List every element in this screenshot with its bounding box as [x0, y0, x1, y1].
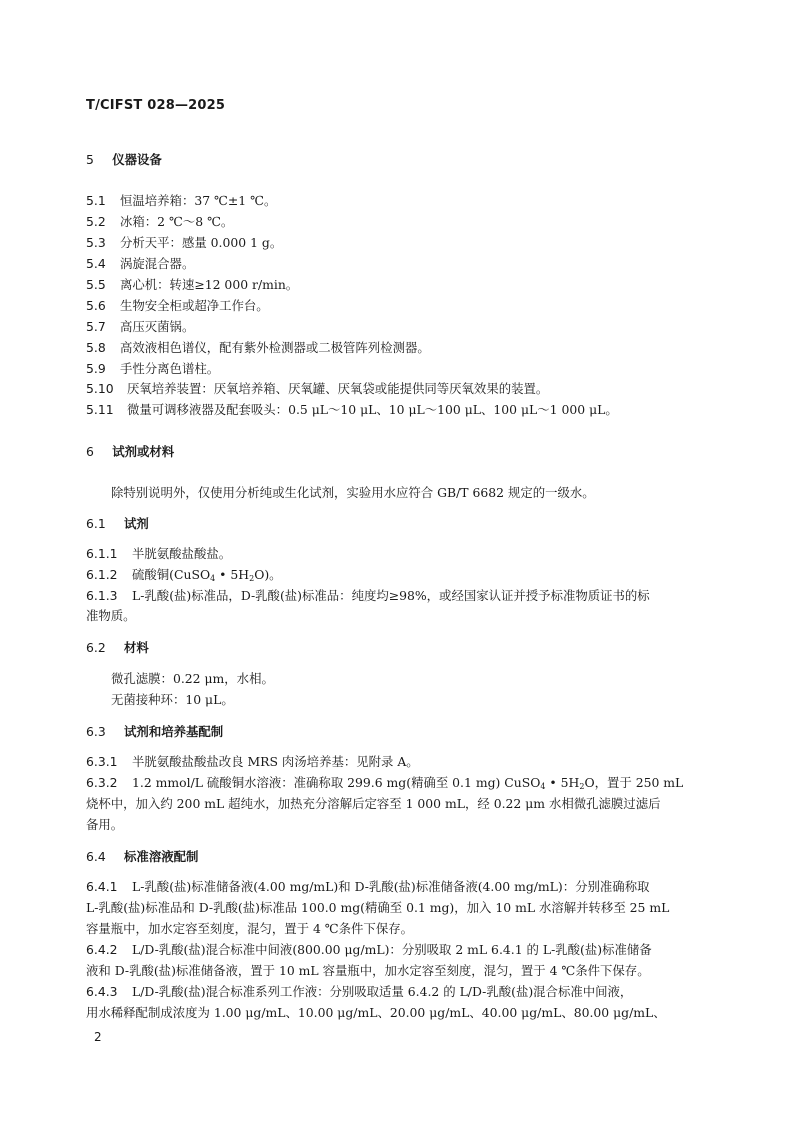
section-title: 试剂 [124, 516, 149, 531]
clause-text: L/D-乳酸(盐)混合标准系列工作液：分别吸取适量 6.4.2 的 L/D-乳酸(盐)混合标准中间液， [132, 984, 633, 999]
clause-6-3-2-cont: 烧杯中，加入约 200 mL 超纯水，加热充分溶解后定容至 1 000 mL，经 0.22 μm 水相微孔滤膜过滤后 [86, 796, 661, 811]
section-number: 6.4 [86, 849, 106, 864]
clause-number: 5.8 [86, 340, 106, 355]
clause-6-1-3 [86, 588, 650, 604]
section-6-intro: 除特别说明外，仅使用分析纯或生化试剂，实验用水应符合 GB/T 6682 规定的一级水。 [111, 485, 595, 500]
section-title: 标准溶液配制 [124, 849, 199, 864]
clause-text: 离心机：转速≥12 000 r/min。 [120, 277, 299, 292]
clause-text: L-乳酸(盐)标准品，D-乳酸(盐)标准品：纯度均≥98%，或经国家认证并授予标准物质证书的标 [132, 588, 650, 603]
clause-text: 冰箱：2 ℃～8 ℃。 [120, 214, 234, 229]
clause-number: 6.4.1 [86, 879, 118, 894]
clause-number: 5.9 [86, 361, 106, 376]
list-item-5-11 [86, 402, 618, 418]
clause-number: 5.6 [86, 298, 106, 313]
clause-text: 微量可调移液器及配套吸头：0.5 μL～10 μL、10 μL～100 μL、100 μL～1 000 μL。 [127, 402, 618, 417]
clause-number: 5.4 [86, 256, 106, 271]
section-6-3-heading [86, 724, 223, 740]
clause-number: 6.1.2 [86, 567, 118, 582]
clause-text: 厌氧培养装置：厌氧培养箱、厌氧罐、厌氧袋或能提供同等厌氧效果的装置。 [127, 381, 549, 396]
clause-text: L-乳酸(盐)标准储备液(4.00 mg/mL)和 D-乳酸(盐)标准储备液(4.00 mg/mL)：分别准确称取 [132, 879, 650, 894]
clause-6-3-2 [86, 775, 683, 791]
clause-text: 手性分离色谱柱。 [120, 361, 220, 376]
clause-6-4-3-cont: 用水稀释配制成浓度为 1.00 μg/mL、10.00 μg/mL、20.00 μg/mL、40.00 μg/mL、80.00 μg/mL、 [86, 1005, 666, 1020]
list-item-5-3 [86, 235, 282, 251]
clause-text: L/D-乳酸(盐)混合标准中间液(800.00 μg/mL)：分别吸取 2 mL 6.4.1 的 L-乳酸(盐)标准储备 [132, 942, 652, 957]
clause-number: 5.5 [86, 277, 106, 292]
material-loop: 无菌接种环：10 μL。 [111, 692, 234, 707]
standard-code-header: T/CIFST 028—2025 [86, 98, 226, 113]
clause-number: 5.2 [86, 214, 106, 229]
material-filter: 微孔滤膜：0.22 μm，水相。 [111, 671, 274, 686]
clause-6-4-1-cont2: 容量瓶中，加水定容至刻度，混匀，置于 4 ℃条件下保存。 [86, 921, 413, 936]
clause-number: 6.4.2 [86, 942, 118, 957]
section-number: 6 [86, 444, 94, 459]
clause-number: 6.1.1 [86, 546, 118, 561]
section-6-4-heading [86, 849, 198, 865]
section-title: 仪器设备 [112, 152, 162, 167]
list-item-5-10 [86, 381, 548, 397]
clause-number: 5.11 [86, 402, 114, 417]
list-item-5-9 [86, 361, 219, 377]
page-number: 2 [94, 1030, 102, 1044]
clause-number: 6.3.1 [86, 754, 118, 769]
section-number: 5 [86, 152, 94, 167]
clause-6-4-1 [86, 879, 649, 895]
clause-number: 5.3 [86, 235, 106, 250]
clause-text: 涡旋混合器。 [120, 256, 195, 271]
clause-text: 硫酸铜(CuSO$_4$ • $5H_2O$)。 [132, 567, 282, 583]
clause-text: 恒温培养箱：37 ℃±1 ℃。 [120, 193, 277, 208]
list-item-5-7 [86, 319, 194, 335]
clause-text: 1.2 mmol/L 硫酸铜水溶液：准确称取 299.6 mg(精确至 0.1 mg) CuSO$_4$ • $5H_2O$，置于 250 mL [132, 775, 684, 791]
clause-6-4-3 [86, 984, 632, 1000]
clause-6-3-1 [86, 754, 419, 770]
clause-number: 6.3.2 [86, 775, 118, 790]
section-number: 6.1 [86, 516, 106, 531]
section-number: 6.3 [86, 724, 106, 739]
clause-number: 5.10 [86, 381, 114, 396]
clause-6-1-1 [86, 546, 231, 562]
section-5-heading [86, 152, 162, 168]
clause-6-1-2 [86, 567, 282, 583]
clause-number: 5.1 [86, 193, 106, 208]
clause-6-1-3-cont: 准物质。 [86, 608, 136, 623]
clause-text: 分析天平：感量 0.000 1 g。 [120, 235, 283, 250]
list-item-5-2 [86, 214, 233, 230]
section-6-1-heading [86, 516, 149, 532]
clause-number: 5.7 [86, 319, 106, 334]
clause-text: 高效液相色谱仪，配有紫外检测器或二极管阵列检测器。 [120, 340, 430, 355]
clause-6-4-2-cont: 液和 D-乳酸(盐)标准储备液，置于 10 mL 容量瓶中，加水定容至刻度，混匀，置于 4 ℃条件下保存。 [86, 963, 650, 978]
list-item-5-1 [86, 193, 276, 209]
clause-text: 半胱氨酸盐酸盐改良 MRS 肉汤培养基：见附录 A。 [132, 754, 419, 769]
clause-text: 生物安全柜或超净工作台。 [120, 298, 269, 313]
clause-text: 高压灭菌锅。 [120, 319, 195, 334]
list-item-5-5 [86, 277, 298, 293]
section-title: 试剂和培养基配制 [124, 724, 224, 739]
section-6-heading [86, 444, 174, 460]
section-number: 6.2 [86, 640, 106, 655]
clause-text: 半胱氨酸盐酸盐。 [132, 546, 232, 561]
section-title: 材料 [124, 640, 149, 655]
list-item-5-6 [86, 298, 269, 314]
clause-number: 6.1.3 [86, 588, 118, 603]
clause-6-4-1-cont: L-乳酸(盐)标准品和 D-乳酸(盐)标准品 100.0 mg(精确至 0.1 mg)，加入 10 mL 水溶解并转移至 25 mL [86, 900, 670, 915]
list-item-5-4 [86, 256, 194, 272]
clause-number: 6.4.3 [86, 984, 118, 999]
clause-6-3-2-cont2: 备用。 [86, 817, 124, 832]
list-item-5-8 [86, 340, 430, 356]
clause-6-4-2 [86, 942, 652, 958]
section-6-2-heading [86, 640, 149, 656]
section-title: 试剂或材料 [112, 444, 175, 459]
